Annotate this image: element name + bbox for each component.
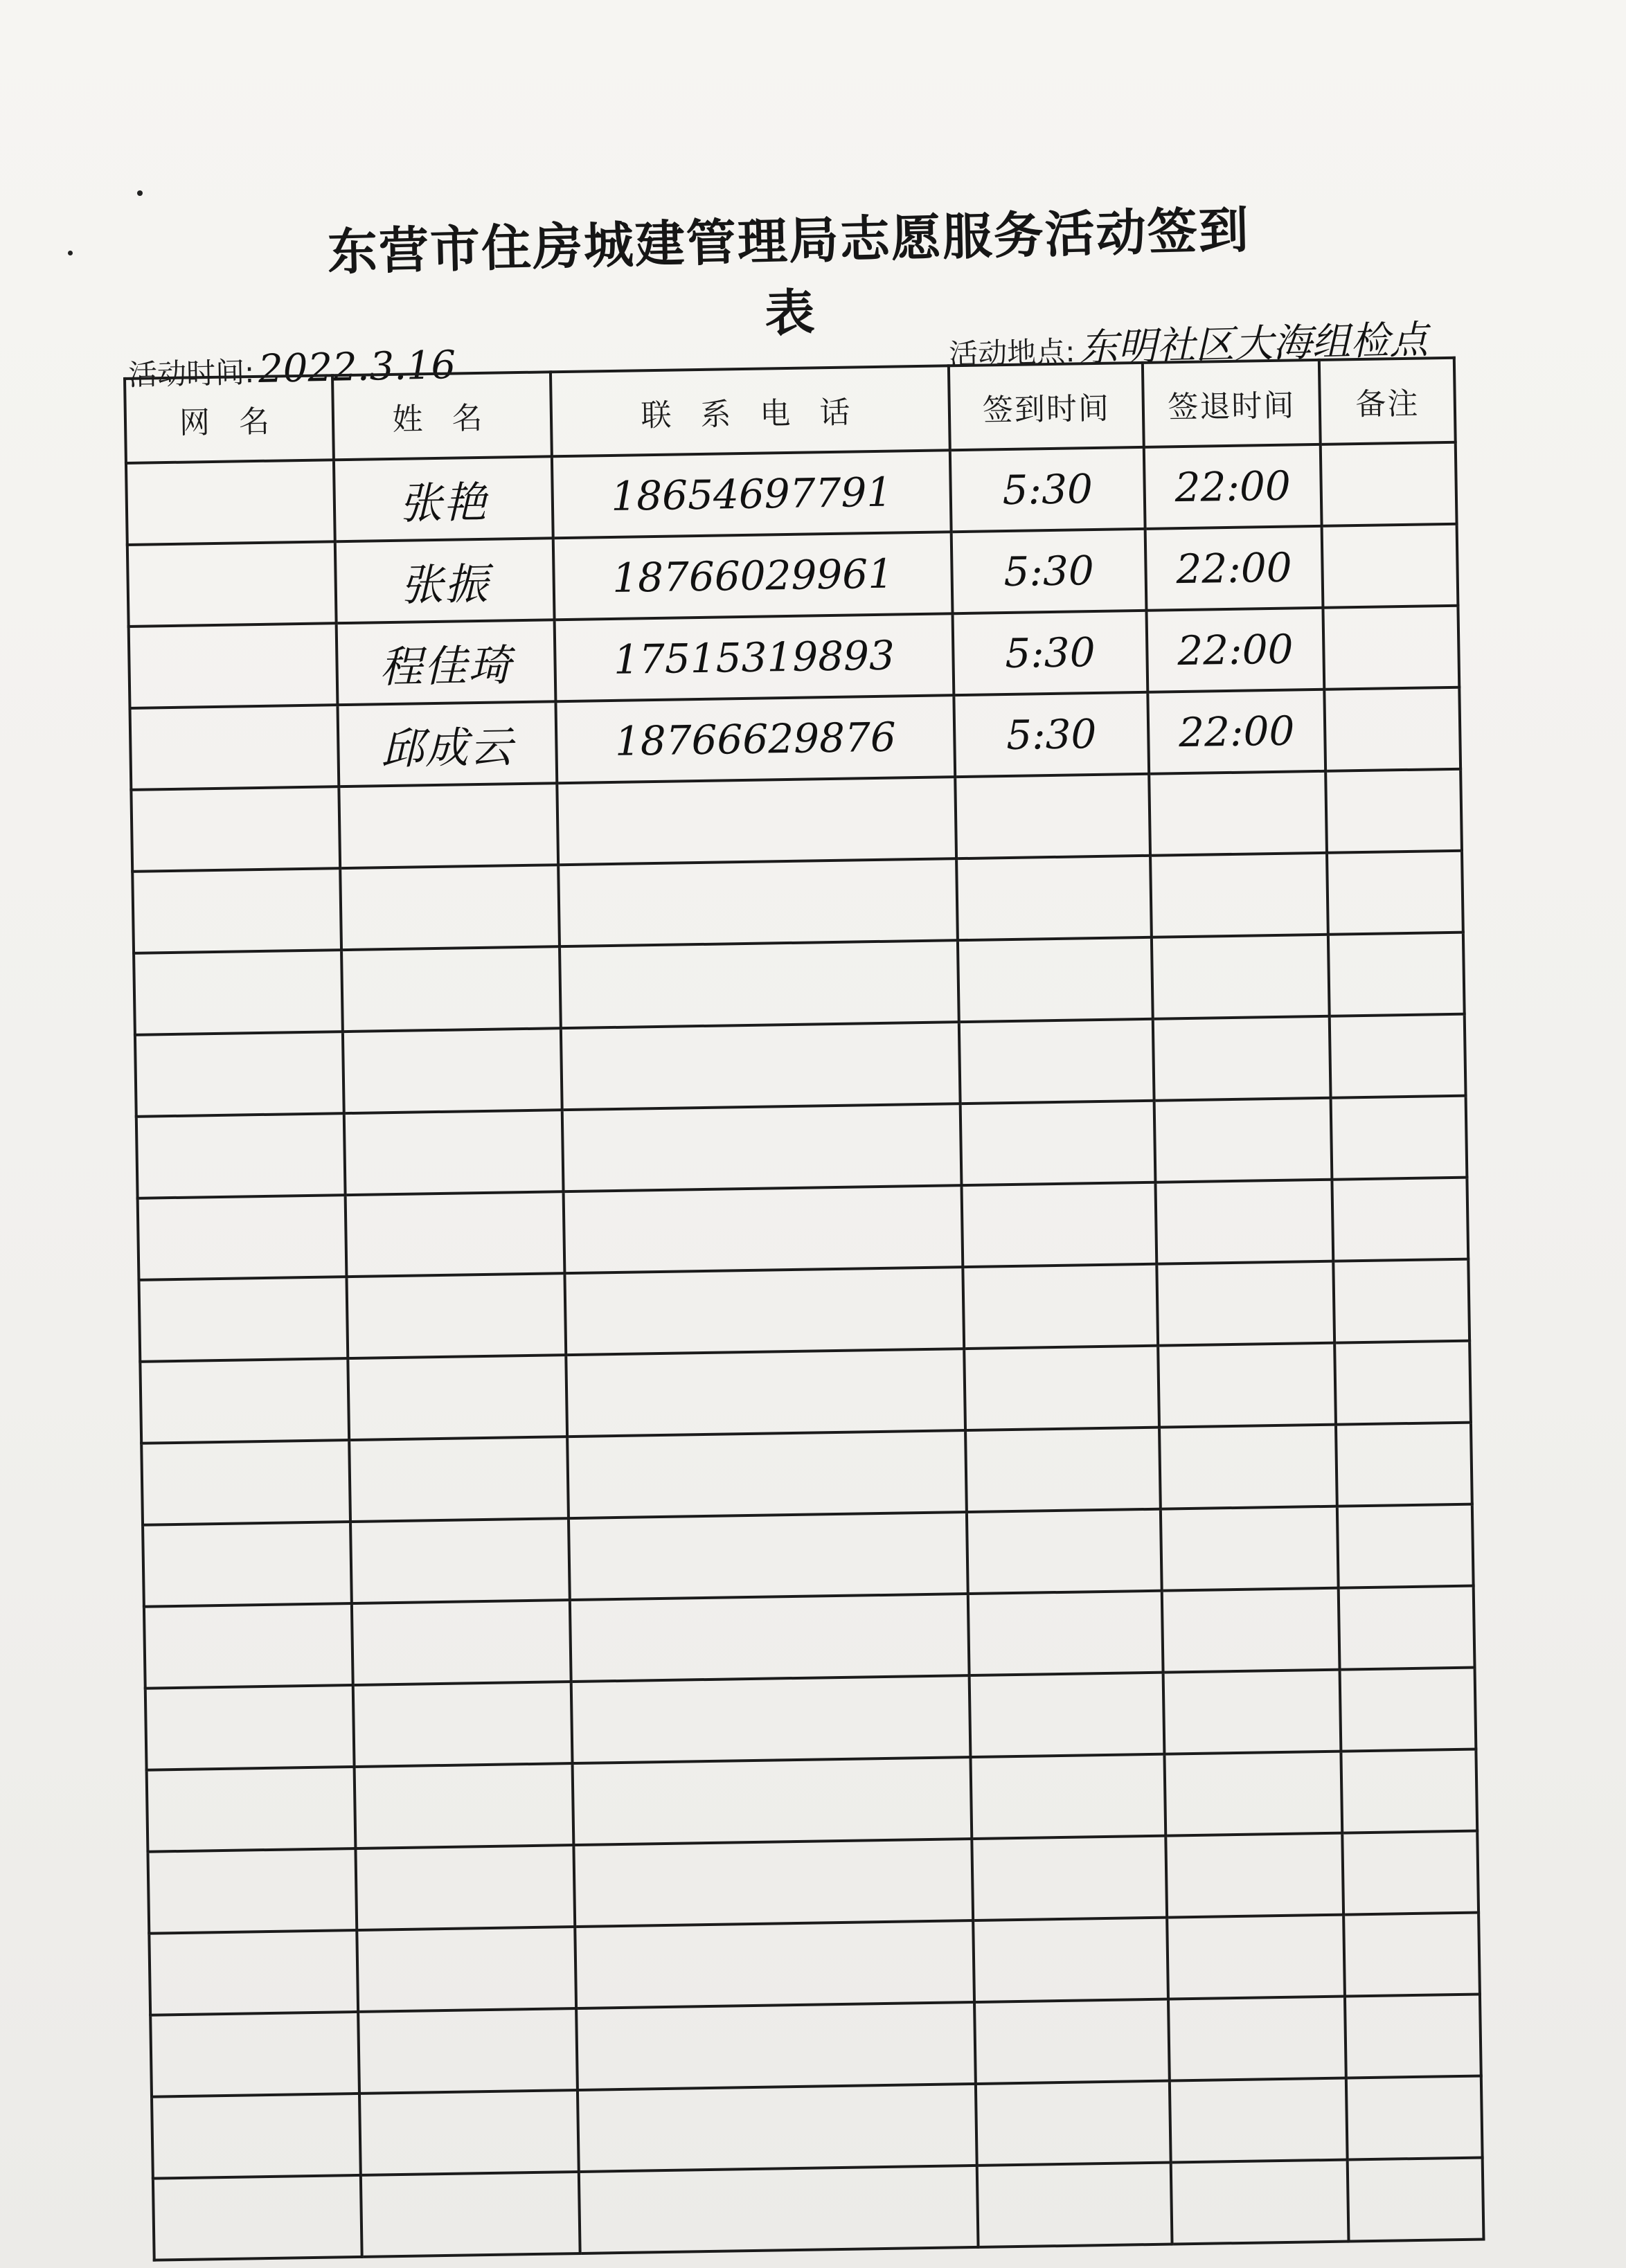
cell-phone xyxy=(570,1594,970,1682)
cell-phone xyxy=(567,1430,967,1518)
cell-name xyxy=(348,1355,567,1440)
cell-sign-in-time xyxy=(961,1182,1156,1267)
cell-sign-in-time xyxy=(961,1101,1156,1185)
cell-sign-in-time: 5:30 xyxy=(954,692,1149,777)
cell-sign-in-time xyxy=(955,774,1150,858)
cell-sign-out-time xyxy=(1152,935,1330,1019)
cell-note xyxy=(1342,1831,1478,1915)
cell-name xyxy=(346,1273,566,1358)
cell-sign-in-time xyxy=(974,1999,1170,2084)
cell-note xyxy=(1346,2076,1483,2160)
cell-name xyxy=(339,783,558,868)
cell-name: 程佳琦 xyxy=(337,620,556,705)
cell-sign-out-time xyxy=(1168,1997,1346,2081)
cell-sign-in-time xyxy=(964,1346,1159,1430)
cell-sign-in-time: 5:30 xyxy=(953,611,1148,695)
cell-sign-in-time xyxy=(973,1918,1168,2002)
cell-phone xyxy=(573,1839,973,1927)
cell-sign-out-time xyxy=(1154,1098,1332,1182)
cell-sign-out-time xyxy=(1165,1833,1343,1918)
cell-phone xyxy=(564,1267,964,1355)
header-net-name: 网 名 xyxy=(125,375,334,463)
cell-name xyxy=(344,1110,564,1195)
cell-net-name xyxy=(141,1440,350,1525)
cell-net-name xyxy=(131,786,340,872)
cell-net-name xyxy=(148,1848,357,1934)
cell-name xyxy=(358,2008,578,2094)
cell-note xyxy=(1327,851,1463,935)
signin-table xyxy=(123,357,1485,2262)
cell-net-name xyxy=(130,705,339,790)
cell-net-name xyxy=(136,1113,346,1198)
activity-place-value: 东明社区大海组检点 xyxy=(1078,317,1429,371)
cell-note xyxy=(1339,1586,1475,1670)
cell-phone: 18766029961 xyxy=(553,532,953,620)
cell-net-name xyxy=(139,1277,348,1362)
cell-sign-in-time xyxy=(976,2081,1171,2166)
cell-phone xyxy=(557,777,956,865)
cell-name: 邱成云 xyxy=(337,701,557,786)
cell-name xyxy=(355,1763,574,1848)
cell-phone: 17515319893 xyxy=(555,613,954,701)
cell-name xyxy=(355,1845,575,1930)
cell-name xyxy=(352,1600,571,1685)
cell-name xyxy=(341,946,561,1032)
cell-sign-out-time xyxy=(1171,2160,1349,2244)
cell-name xyxy=(340,865,560,950)
cell-sign-in-time: 5:30 xyxy=(950,447,1145,532)
cell-sign-out-time: 22:00 xyxy=(1144,444,1322,529)
cell-note xyxy=(1345,1995,1481,2078)
cell-sign-out-time xyxy=(1149,771,1327,856)
cell-sign-in-time xyxy=(959,1019,1154,1104)
cell-sign-in-time xyxy=(956,856,1152,940)
cell-sign-out-time xyxy=(1156,1261,1334,1346)
cell-note xyxy=(1333,1259,1469,1343)
cell-sign-in-time xyxy=(970,1673,1165,1757)
header-name: 姓 名 xyxy=(332,372,552,460)
cell-sign-in-time: 5:30 xyxy=(952,529,1147,613)
cell-sign-out-time: 22:00 xyxy=(1145,526,1323,611)
cell-phone xyxy=(564,1185,963,1273)
cell-sign-out-time xyxy=(1161,1506,1339,1591)
cell-sign-out-time: 22:00 xyxy=(1147,690,1325,774)
cell-note xyxy=(1340,1668,1476,1752)
cell-sign-in-time xyxy=(958,937,1153,1022)
cell-net-name xyxy=(132,868,341,953)
cell-net-name xyxy=(152,2094,361,2179)
cell-note xyxy=(1348,2157,1484,2241)
cell-name xyxy=(346,1191,565,1277)
cell-note xyxy=(1334,1341,1471,1425)
cell-sign-out-time xyxy=(1167,1915,1345,1999)
cell-sign-in-time xyxy=(968,1591,1163,1675)
cell-name xyxy=(359,2090,579,2175)
page-title: 东营市住房城建管理局志愿服务活动签到表 xyxy=(327,200,1251,343)
cell-note xyxy=(1332,1178,1468,1261)
cell-name xyxy=(361,2172,580,2257)
cell-name xyxy=(357,1927,576,2012)
cell-net-name xyxy=(143,1522,352,1607)
ink-speck xyxy=(68,251,73,255)
cell-net-name xyxy=(129,623,338,708)
cell-net-name xyxy=(147,1767,356,1852)
cell-name xyxy=(350,1518,570,1603)
header-note: 备注 xyxy=(1319,358,1456,444)
cell-phone xyxy=(578,2084,977,2172)
cell-note xyxy=(1324,687,1460,771)
cell-net-name xyxy=(153,2175,362,2260)
cell-net-name xyxy=(126,460,335,545)
cell-net-name xyxy=(145,1685,355,1770)
cell-sign-in-time xyxy=(963,1264,1158,1349)
header-sign-out-time: 签退时间 xyxy=(1143,360,1321,447)
cell-sign-out-time: 22:00 xyxy=(1146,608,1324,692)
cell-sign-in-time xyxy=(965,1428,1161,1512)
cell-net-name xyxy=(150,2012,359,2097)
cell-phone xyxy=(566,1349,965,1437)
cell-sign-out-time xyxy=(1162,1588,1340,1673)
cell-net-name xyxy=(134,950,343,1035)
cell-note xyxy=(1330,1014,1466,1098)
cell-phone xyxy=(571,1675,971,1763)
cell-phone xyxy=(576,2002,976,2090)
activity-place-label: 活动地点: xyxy=(948,334,1076,372)
cell-name: 张振 xyxy=(335,538,555,623)
cell-net-name xyxy=(149,1930,358,2015)
header-sign-in-time: 签到时间 xyxy=(949,363,1144,450)
signin-table-wrapper xyxy=(123,357,1483,2262)
cell-note xyxy=(1331,1096,1467,1180)
cell-net-name xyxy=(144,1603,353,1689)
cell-sign-out-time xyxy=(1150,853,1328,937)
cell-sign-in-time xyxy=(977,2163,1172,2247)
cell-note xyxy=(1341,1749,1477,1833)
activity-time-value: 2022.3.16 xyxy=(258,343,456,393)
cell-phone xyxy=(558,858,958,946)
cell-note xyxy=(1328,933,1465,1016)
cell-note xyxy=(1336,1423,1472,1506)
cell-name xyxy=(349,1437,569,1522)
cell-phone: 18654697791 xyxy=(552,450,952,538)
cell-sign-in-time xyxy=(970,1754,1165,1839)
cell-sign-out-time xyxy=(1159,1425,1337,1509)
header-phone: 联 系 电 话 xyxy=(551,366,950,456)
cell-phone xyxy=(575,1920,974,2008)
cell-name: 张艳 xyxy=(334,456,553,541)
cell-note xyxy=(1337,1504,1474,1588)
cell-sign-out-time xyxy=(1170,2078,1348,2163)
cell-phone xyxy=(560,940,959,1028)
cell-sign-out-time xyxy=(1163,1670,1341,1754)
cell-sign-in-time xyxy=(972,1836,1167,1920)
cell-phone xyxy=(562,1104,962,1191)
cell-phone xyxy=(569,1512,968,1600)
cell-phone xyxy=(573,1757,972,1845)
cell-sign-out-time xyxy=(1158,1343,1336,1428)
cell-net-name xyxy=(135,1032,344,1117)
cell-name xyxy=(343,1028,562,1113)
cell-note xyxy=(1343,1913,1480,1997)
ink-speck xyxy=(137,190,143,196)
cell-note xyxy=(1325,769,1462,853)
cell-net-name xyxy=(140,1358,349,1443)
cell-note xyxy=(1321,442,1457,526)
cell-sign-out-time xyxy=(1155,1180,1333,1264)
cell-phone: 18766629876 xyxy=(555,695,955,783)
cell-net-name xyxy=(138,1195,347,1280)
activity-time-label: 活动时间: xyxy=(127,355,255,392)
cell-net-name xyxy=(127,541,337,627)
cell-sign-out-time xyxy=(1164,1752,1342,1836)
cell-phone xyxy=(561,1022,961,1110)
cell-note xyxy=(1322,524,1458,608)
cell-sign-out-time xyxy=(1153,1016,1331,1101)
cell-phone xyxy=(579,2166,979,2253)
cell-note xyxy=(1323,606,1459,690)
cell-name xyxy=(353,1682,573,1767)
cell-sign-in-time xyxy=(967,1509,1162,1594)
